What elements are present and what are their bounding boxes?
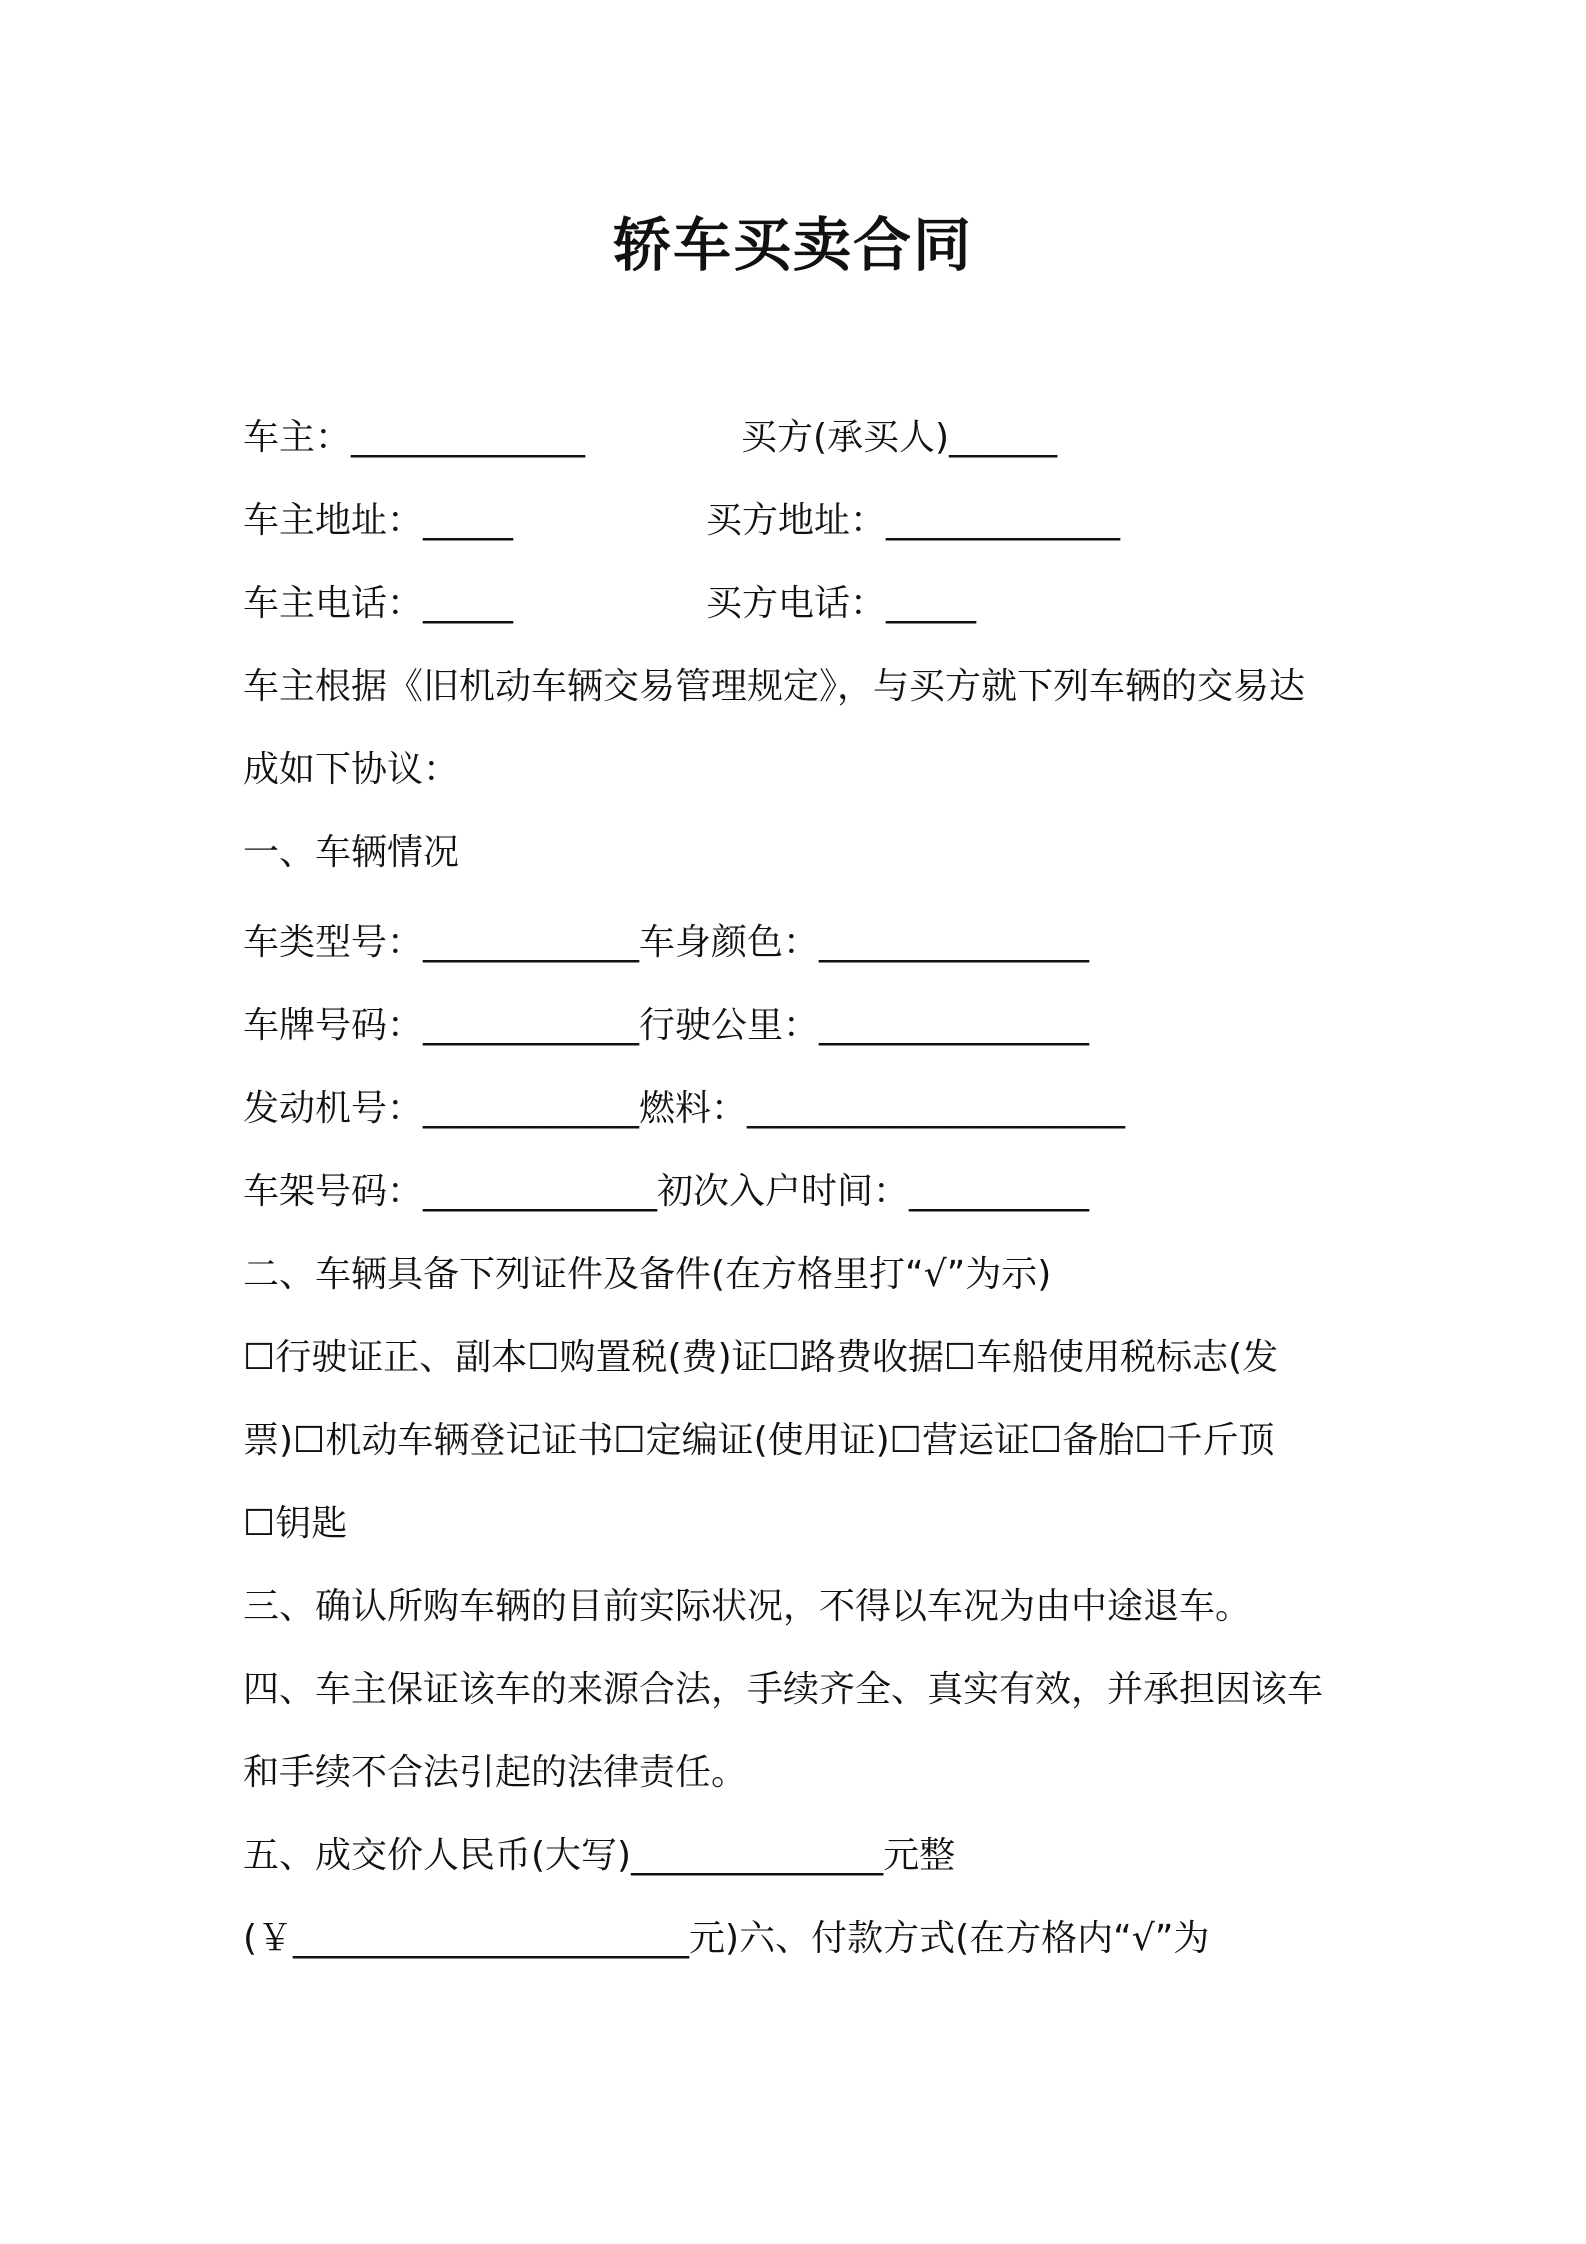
plate-mileage-row: 车牌号码：____________行驶公里：_______________ — [243, 1005, 1090, 1046]
owner-field: 车主：_____________ — [243, 417, 586, 458]
section5-price-line2: (￥______________________元)六、付款方式(在方格内“√”为 — [243, 1918, 1210, 1959]
buyer-field: 买方(承买人)______ — [741, 417, 1058, 458]
documents-checklist-line1: ☐行驶证正、副本☐购置税(费)证☐路费收据☐车船使用税标志(发 — [243, 1337, 1279, 1378]
intro-paragraph-line2: 成如下协议： — [243, 749, 460, 790]
buyer-phone-field: 买方电话：_____ — [706, 583, 977, 624]
section4-paragraph-line1: 四、车主保证该车的来源合法，手续齐全、真实有效，并承担因该车 — [243, 1669, 1324, 1710]
vehicle-type-color-row: 车类型号：____________车身颜色：_______________ — [243, 922, 1090, 963]
documents-checklist-line3: ☐钥匙 — [243, 1503, 348, 1544]
document-title: 轿车买卖合同 — [612, 211, 973, 279]
chassis-registration-row: 车架号码：_____________初次入户时间：__________ — [243, 1171, 1090, 1212]
owner-phone-field: 车主电话：_____ — [243, 583, 514, 624]
section5-price-line1: 五、成交价人民币(大写)______________元整 — [243, 1835, 956, 1876]
documents-checklist-line2: 票)☐机动车辆登记证书☐定编证(使用证)☐营运证☐备胎☐千斤顶 — [243, 1420, 1275, 1461]
section2-heading: 二、车辆具备下列证件及备件(在方格里打“√”为示) — [243, 1254, 1052, 1295]
engine-fuel-row: 发动机号：____________燃料：_____________________ — [243, 1088, 1126, 1129]
owner-address-field: 车主地址：_____ — [243, 500, 514, 541]
section3-paragraph: 三、确认所购车辆的目前实际状况，不得以车况为由中途退车。 — [243, 1586, 1252, 1627]
section1-heading: 一、车辆情况 — [243, 832, 460, 873]
buyer-address-field: 买方地址：_____________ — [706, 500, 1121, 541]
section4-paragraph-line2: 和手续不合法引起的法律责任。 — [243, 1752, 748, 1793]
intro-paragraph-line1: 车主根据《旧机动车辆交易管理规定》，与买方就下列车辆的交易达 — [243, 666, 1306, 707]
